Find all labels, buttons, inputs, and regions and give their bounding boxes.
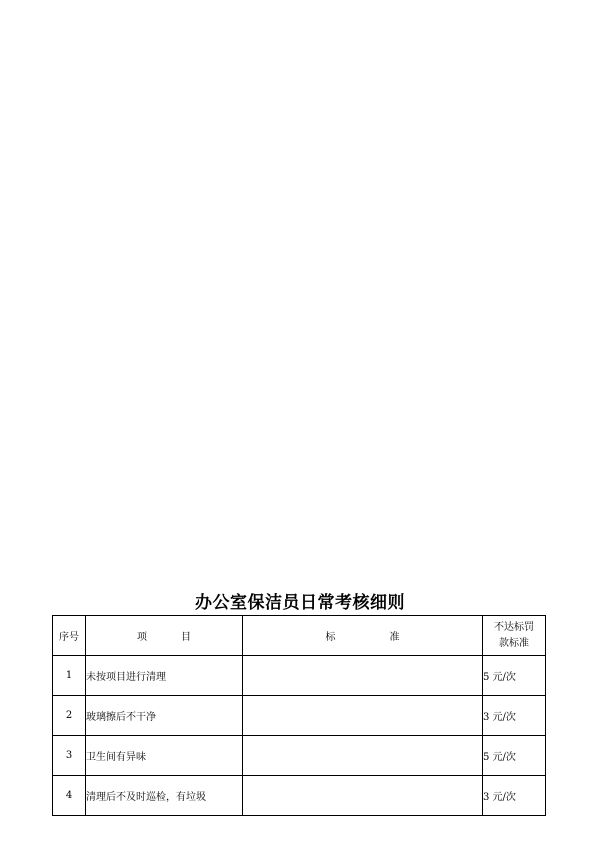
header-item [86, 616, 243, 656]
row-no: 3 [53, 736, 86, 776]
header-fine [483, 616, 546, 656]
row-standard [243, 696, 483, 736]
table-header-row [53, 616, 546, 656]
row-item: 清理后不及时巡检，有垃圾 [86, 776, 243, 816]
row-fine: 5 元/次 [483, 736, 546, 776]
row-standard [243, 656, 483, 696]
row-fine: 3 元/次 [483, 696, 546, 736]
row-no: 1 [53, 656, 86, 696]
header-standard-char-1: 标 [325, 632, 336, 643]
table-row [53, 656, 546, 696]
row-no: 4 [53, 776, 86, 816]
row-standard [243, 776, 483, 816]
row-standard [243, 736, 483, 776]
row-item: 未按项目进行清理 [86, 656, 243, 696]
row-fine: 3 元/次 [483, 776, 546, 816]
table-row [53, 776, 546, 816]
header-fine-line-2: 款标准 [499, 637, 529, 649]
row-fine: 5 元/次 [483, 656, 546, 696]
table-row [53, 736, 546, 776]
page-title: 办公室保洁员日常考核细则 [195, 593, 405, 613]
header-standard [243, 616, 483, 656]
assessment-table [52, 615, 546, 816]
table-row [53, 696, 546, 736]
header-item-char-1: 项 [137, 632, 147, 643]
header-item-char-2: 目 [181, 632, 191, 643]
row-item: 玻璃擦后不干净 [86, 696, 243, 736]
row-item: 卫生间有异味 [86, 736, 243, 776]
row-no: 2 [53, 696, 86, 736]
header-standard-char-2: 准 [389, 632, 400, 643]
header-fine-line-1: 不达标罚 [494, 621, 534, 633]
header-no: 序号 [53, 616, 86, 656]
